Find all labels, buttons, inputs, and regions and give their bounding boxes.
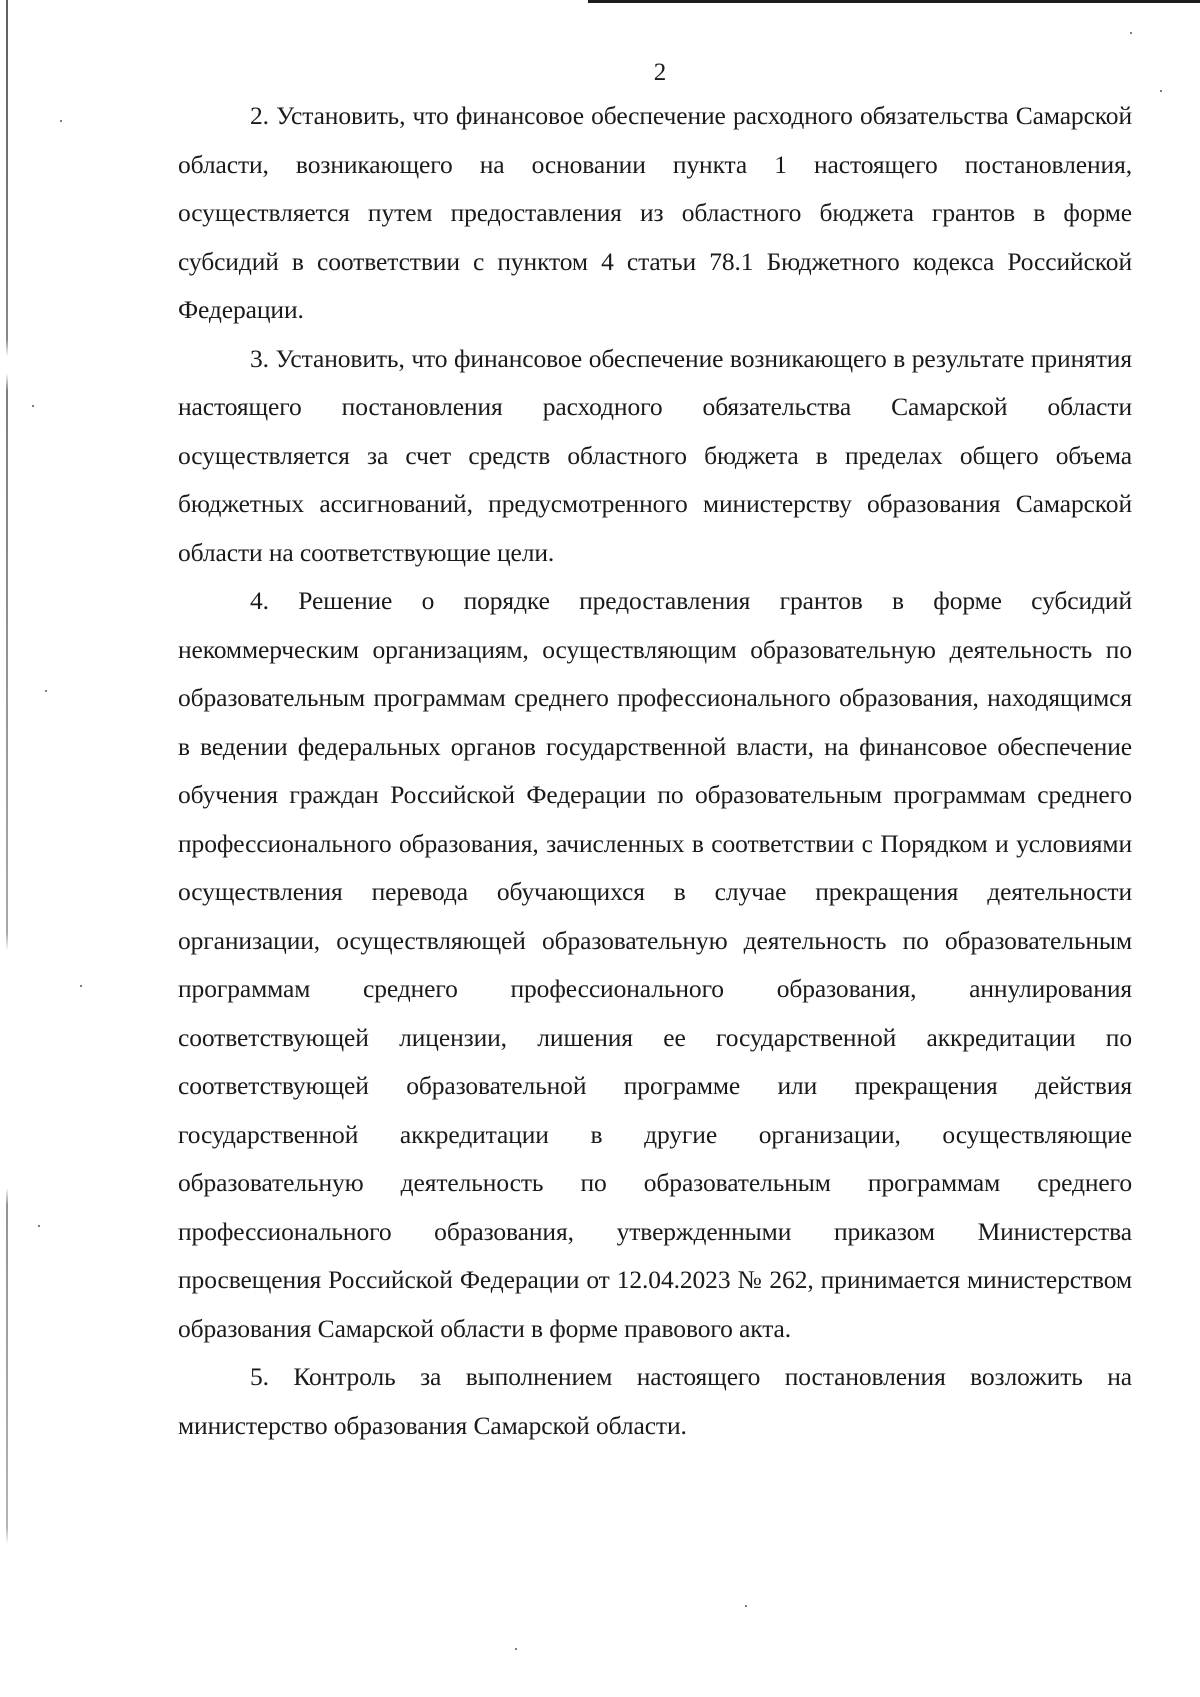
scan-speck <box>745 1605 747 1607</box>
paragraph-2: 2. Установить, что финансовое обеспечение расходного обязательства Самарской области, возникающего на основании пункта 1 настоящего постановления, осуществляется путем предоставления из областного бюджета грантов в форме субсидий в соответствии с пунктом 4 статьи 78.1 Бюджетного кодекса Российской Федерации. <box>178 101 1132 324</box>
paragraph-3: 3. Установить, что финансовое обеспечение возникающего в результате принятия настоящего постановления расходного обязательства Самарской области осуществляется за счет средств областного бюджета в пределах общего объема бюджетных ассигнований, предусмотренного министерству образования Самарской области на соответствующие цели. <box>178 343 1132 567</box>
scan-speck <box>1160 90 1162 92</box>
scan-speck <box>38 1225 40 1227</box>
scan-edge-artifact <box>6 0 8 1697</box>
scan-speck <box>45 690 47 692</box>
scan-speck <box>60 120 62 122</box>
scan-speck <box>515 1648 517 1650</box>
scan-speck <box>32 405 34 407</box>
scan-speck <box>1130 32 1132 34</box>
paragraph-5: 5. Контроль за выполнением настоящего постановления возложить на министерство образования Самарской области. <box>178 1362 1132 1440</box>
paragraph-4: 4. Решение о порядке предоставления грантов в форме субсидий некоммерческим организациям, осуществляющим образовательную деятельность по образовательным программам среднего профессионального образования, находящимся в ведении федеральных органов государственной власти, на финансовое обеспечение обучения граждан Российской Федерации по образовательным программам среднего профессионального образования, зачисленных в соответствии с Порядком и условиями осуществления перевода обучающихся в случае прекращения деятельности организации, осуществляющей образовательную деятельность по образовательным программам среднего профессионального образования, аннулирования соответствующей лицензии, лишения ее государственной аккредитации по соответствующей образовательной программе или прекращения действия государственной аккредитации в другие организации, осуществляющие образовательную деятельность по образовательным программам среднего профессионального образования, утвержденными приказом Министерства просвещения Российской Федерации от 12.04.2023 № 262, принимается министерством образования Самарской области в форме правового акта. <box>178 586 1132 1343</box>
scan-top-artifact <box>588 0 1200 3</box>
scan-speck <box>80 985 82 987</box>
page-number: 2 <box>653 59 667 86</box>
document-body <box>178 92 1132 1450</box>
